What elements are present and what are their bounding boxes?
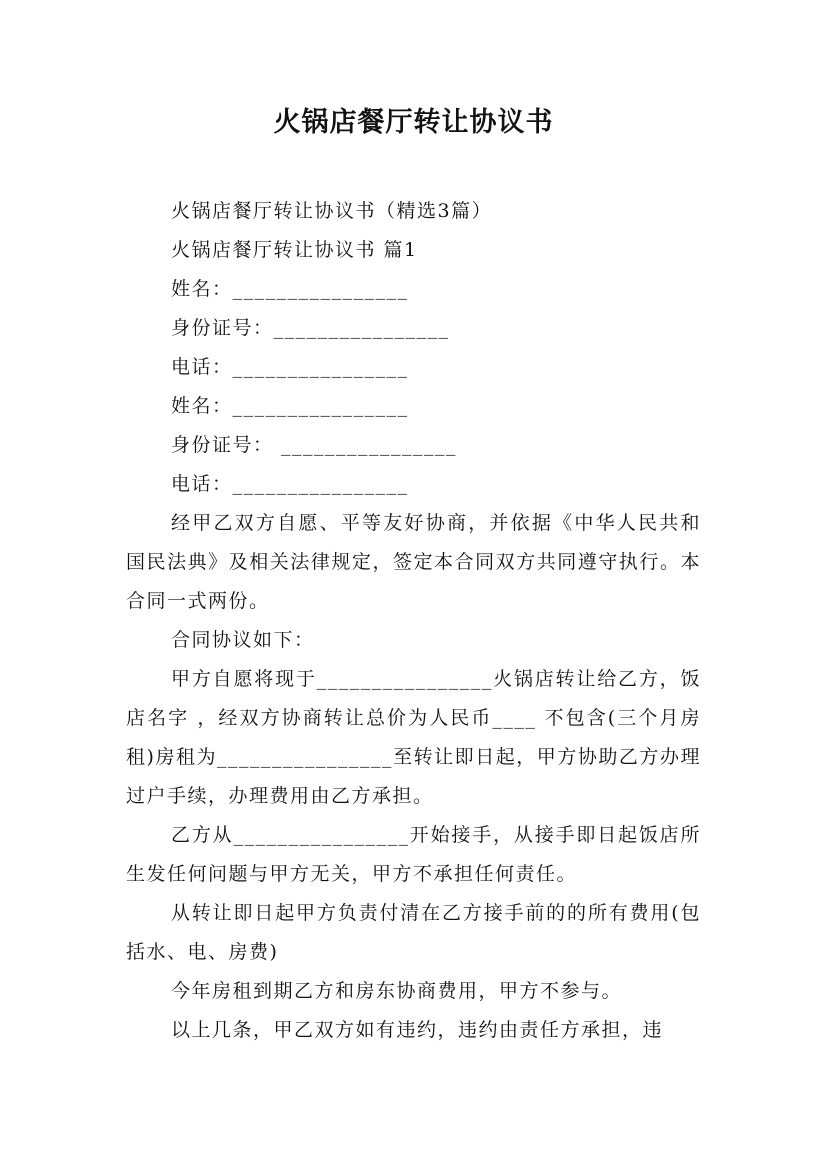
body-paragraph: 以上几条，甲乙双方如有违约，违约由责任方承担，违 [171,1019,664,1041]
party-a-phone-field: 电话：________________ [171,356,409,378]
party-a-name-field: 姓名：________________ [171,278,409,300]
party-a-id-field: 身份证号：________________ [171,317,450,339]
section-heading: 火锅店餐厅转让协议书 篇1 [171,239,418,261]
document-title: 火锅店餐厅转让协议书 [273,107,554,138]
body-paragraph: 经甲乙双方自愿、平等友好协商，并依据《中华人民共和国民法典》及相关法律规定，签定本合同双方共同遵守执行。本合同一式两份。 [126,512,701,612]
body-paragraph: 乙方从________________开始接手，从接手即日起饭店所生发任何问题与甲方无关，甲方不承担任何责任。 [126,824,701,885]
party-b-id-field: 身份证号： ________________ [171,434,458,456]
party-b-phone-field: 电话：________________ [171,473,409,495]
body-paragraph: 甲方自愿将现于________________火锅店转让给乙方，饭店名字 ，经双方协商转让总价为人民币____ 不包含(三个月房租)房租为________________至转让即日起，甲方协助乙方办理过户手续，办理费用由乙方承担。 [126,668,701,807]
body-paragraph: 从转让即日起甲方负责付清在乙方接手前的的所有费用(包括水、电、房费) [126,902,701,963]
body-paragraph: 合同协议如下： [171,629,315,651]
party-b-name-field: 姓名：________________ [171,395,409,417]
document-body [126,192,701,1050]
body-paragraph: 今年房租到期乙方和房东协商费用，甲方不参与。 [171,980,623,1002]
subtitle-line: 火锅店餐厅转让协议书（精选3篇） [171,200,493,222]
